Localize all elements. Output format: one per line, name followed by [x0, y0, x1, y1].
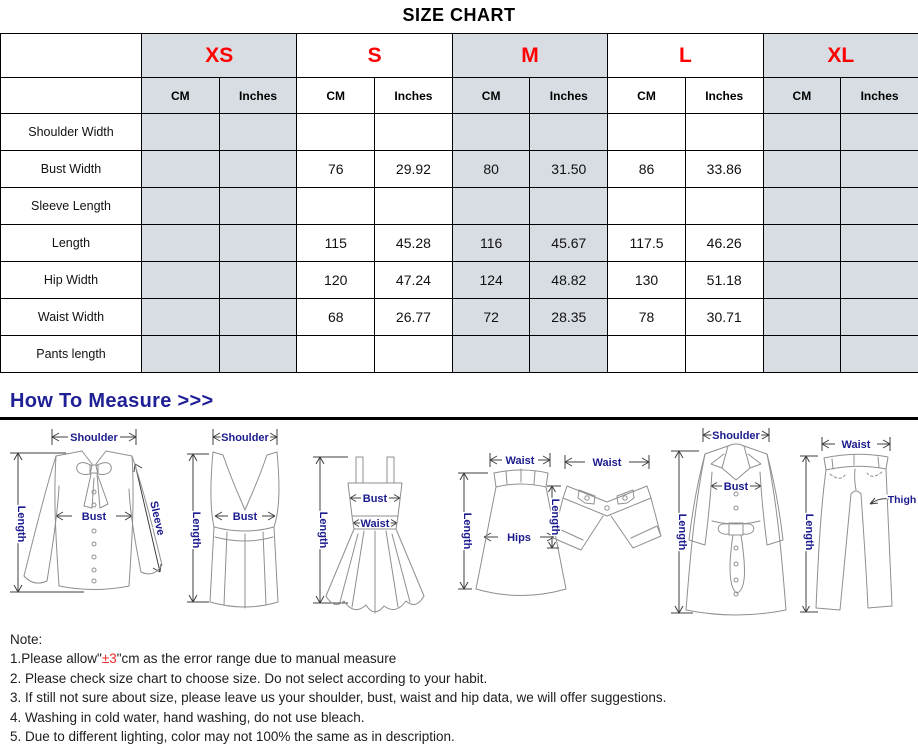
- skirt-hips-label: Hips: [507, 532, 531, 544]
- table-cell: [841, 225, 918, 262]
- table-cell: [841, 114, 918, 151]
- table-cell: 117.5: [608, 225, 686, 262]
- vest-length-label: Length: [190, 511, 202, 549]
- measure-diagrams: [0, 424, 918, 628]
- blouse-shoulder-label: Shoulder: [70, 432, 118, 444]
- blouse-length-label: Length: [15, 505, 27, 543]
- table-row: [1, 336, 918, 373]
- table-cell: [297, 188, 375, 225]
- note-line-5: 5. Due to different lighting, color may not 100% the same as in description.: [10, 729, 455, 745]
- table-cell: [608, 114, 686, 151]
- table-cell: [219, 225, 297, 262]
- row-label: Bust Width: [1, 151, 142, 188]
- unit-cell: CM: [763, 78, 841, 114]
- row-label: Sleeve Length: [1, 188, 142, 225]
- table-cell: [685, 114, 763, 151]
- table-cell: 26.77: [375, 299, 453, 336]
- table-cell: 30.71: [685, 299, 763, 336]
- table-cell: 47.24: [375, 262, 453, 299]
- pants-thigh-label: Thigh: [887, 494, 916, 506]
- unit-cell: Inches: [841, 78, 918, 114]
- blouse-diagram: [4, 424, 184, 626]
- table-cell: [763, 188, 841, 225]
- table-cell: 78: [608, 299, 686, 336]
- table-cell: [452, 336, 530, 373]
- table-cell: [763, 299, 841, 336]
- coat-bust-label: Bust: [723, 481, 749, 493]
- unit-cell: CM: [452, 78, 530, 114]
- table-row: [1, 188, 918, 225]
- unit-cell: Inches: [219, 78, 297, 114]
- note-line-3: 3. If still not sure about size, please leave us your shoulder, bust, waist and hip data, we will offer suggestions.: [10, 690, 667, 706]
- note-1-suffix: "cm as the error range due to manual measure: [116, 651, 397, 667]
- skirt-length-label: Length: [461, 512, 473, 550]
- corner-cell: [1, 34, 142, 78]
- blouse-bust-label: Bust: [81, 511, 107, 523]
- table-cell: 31.50: [530, 151, 608, 188]
- shorts-diagram: [545, 424, 667, 626]
- dress-drawing: [326, 457, 424, 613]
- table-cell: [763, 262, 841, 299]
- size-table: [0, 33, 918, 373]
- table-cell: 48.82: [530, 262, 608, 299]
- coat-shoulder-label: Shoulder: [712, 430, 760, 442]
- table-cell: [841, 188, 918, 225]
- table-cell: [375, 114, 453, 151]
- note-heading: Note:: [10, 632, 43, 647]
- table-row: [1, 262, 918, 299]
- coat-drawing: [686, 444, 786, 615]
- blouse-sleeve-label: Sleeve: [147, 499, 167, 537]
- table-cell: 51.18: [685, 262, 763, 299]
- row-label: Shoulder Width: [1, 114, 142, 151]
- page-title: SIZE CHART: [402, 5, 516, 25]
- table-cell: [452, 114, 530, 151]
- dress-length-label: Length: [317, 511, 329, 549]
- table-cell: 86: [608, 151, 686, 188]
- coat-diagram: [665, 424, 795, 626]
- table-cell: [219, 262, 297, 299]
- size-header-m: M: [452, 34, 607, 78]
- table-cell: 115: [297, 225, 375, 262]
- unit-cell: CM: [297, 78, 375, 114]
- table-cell: [763, 336, 841, 373]
- note-line-4: 4. Washing in cold water, hand washing, do not use bleach.: [10, 709, 365, 725]
- table-cell: 68: [297, 299, 375, 336]
- shorts-drawing: [553, 486, 661, 550]
- shorts-waist-label: Waist: [592, 457, 622, 469]
- table-cell: [685, 336, 763, 373]
- table-cell: [685, 188, 763, 225]
- table-cell: [375, 188, 453, 225]
- pants-drawing: [816, 454, 892, 610]
- table-cell: [219, 114, 297, 151]
- table-cell: [841, 299, 918, 336]
- row-label: Pants length: [1, 336, 142, 373]
- table-cell: [763, 114, 841, 151]
- table-cell: [763, 151, 841, 188]
- table-cell: 120: [297, 262, 375, 299]
- shorts-length-label: Length: [549, 498, 561, 536]
- table-cell: [142, 336, 220, 373]
- size-header-row: [1, 34, 918, 78]
- unit-cell: CM: [142, 78, 220, 114]
- table-cell: [608, 336, 686, 373]
- table-row: [1, 225, 918, 262]
- note-1-prefix: 1.Please allow": [10, 651, 102, 667]
- table-cell: 130: [608, 262, 686, 299]
- table-cell: [142, 299, 220, 336]
- table-cell: [297, 336, 375, 373]
- table-cell: [608, 188, 686, 225]
- corner-cell: [1, 78, 142, 114]
- table-cell: 72: [452, 299, 530, 336]
- how-to-measure-heading: How To Measure >>>: [10, 390, 214, 412]
- table-cell: 116: [452, 225, 530, 262]
- vest-shoulder-label: Shoulder: [221, 432, 269, 444]
- notes-section: [10, 630, 910, 746]
- skirt-waist-label: Waist: [505, 455, 535, 467]
- row-label: Hip Width: [1, 262, 142, 299]
- table-cell: 80: [452, 151, 530, 188]
- pants-length-label: Length: [803, 513, 815, 551]
- note-line-1: [10, 649, 910, 668]
- unit-cell: Inches: [375, 78, 453, 114]
- table-cell: [530, 336, 608, 373]
- table-cell: 124: [452, 262, 530, 299]
- table-cell: [219, 188, 297, 225]
- dress-waist-label: Waist: [360, 518, 390, 530]
- unit-cell: Inches: [530, 78, 608, 114]
- table-cell: [142, 262, 220, 299]
- table-cell: 45.67: [530, 225, 608, 262]
- table-cell: [142, 151, 220, 188]
- table-cell: [297, 114, 375, 151]
- size-header-l: L: [608, 34, 763, 78]
- table-cell: [142, 114, 220, 151]
- vest-bust-label: Bust: [232, 511, 258, 523]
- unit-cell: Inches: [685, 78, 763, 114]
- pants-waist-label: Waist: [841, 439, 871, 451]
- table-cell: [763, 225, 841, 262]
- table-row: [1, 299, 918, 336]
- table-cell: [219, 299, 297, 336]
- table-cell: [530, 114, 608, 151]
- note-line-2: 2. Please check size chart to choose size. Do not select according to your habit.: [10, 670, 488, 686]
- table-cell: [142, 225, 220, 262]
- table-cell: 29.92: [375, 151, 453, 188]
- unit-cell: CM: [608, 78, 686, 114]
- row-label: Length: [1, 225, 142, 262]
- size-header-s: S: [297, 34, 452, 78]
- size-header-xl: XL: [763, 34, 918, 78]
- table-cell: [530, 188, 608, 225]
- vest-drawing: [210, 452, 279, 608]
- table-cell: [142, 188, 220, 225]
- table-cell: 46.26: [685, 225, 763, 262]
- coat-length-label: Length: [676, 513, 688, 551]
- table-cell: [375, 336, 453, 373]
- table-cell: [841, 336, 918, 373]
- table-cell: 33.86: [685, 151, 763, 188]
- divider-line: [0, 417, 918, 420]
- table-row: [1, 151, 918, 188]
- table-cell: [452, 188, 530, 225]
- table-cell: 28.35: [530, 299, 608, 336]
- pants-diagram: [798, 424, 916, 626]
- unit-header-row: [1, 78, 918, 114]
- tolerance-value: ±3: [101, 651, 117, 667]
- table-cell: [219, 151, 297, 188]
- dress-diagram: [308, 424, 453, 626]
- table-cell: [219, 336, 297, 373]
- vest-diagram: [183, 424, 305, 626]
- dress-bust-label: Bust: [362, 493, 388, 505]
- table-cell: 45.28: [375, 225, 453, 262]
- table-row: [1, 114, 918, 151]
- size-header-xs: XS: [142, 34, 297, 78]
- row-label: Waist Width: [1, 299, 142, 336]
- table-cell: [841, 262, 918, 299]
- table-cell: [841, 151, 918, 188]
- table-cell: 76: [297, 151, 375, 188]
